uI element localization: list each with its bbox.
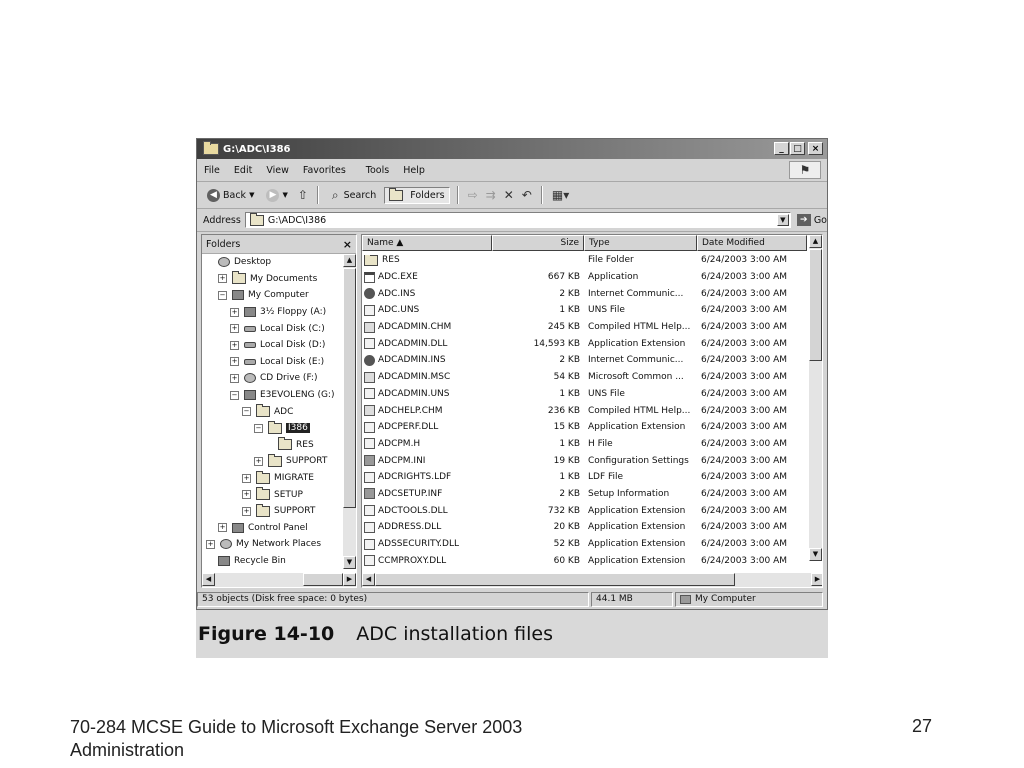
scroll-down-icon[interactable]: ▼ xyxy=(809,548,822,561)
collapse-icon[interactable]: − xyxy=(231,390,238,399)
back-button[interactable] xyxy=(203,187,258,204)
file-name-cell xyxy=(362,522,492,533)
expand-icon[interactable]: + xyxy=(219,274,226,283)
file-name-cell xyxy=(362,539,492,550)
menu-file[interactable]: File xyxy=(204,164,220,176)
tree-item-label: Local Disk (C:) xyxy=(260,323,325,334)
file-date-modified: 6/24/2003 3:00 AM xyxy=(701,405,788,416)
file-type: Microsoft Common ... xyxy=(588,372,684,383)
file-file-icon xyxy=(364,422,375,433)
app-file-icon xyxy=(364,272,375,283)
file-name-cell xyxy=(362,322,492,333)
spacer xyxy=(266,441,273,448)
file-date-modified: 6/24/2003 3:00 AM xyxy=(701,539,788,550)
file-type: Application Extension xyxy=(588,505,686,516)
column-header-date-modified[interactable]: Date Modified xyxy=(697,235,807,251)
file-file-icon xyxy=(364,338,375,349)
expand-icon[interactable]: + xyxy=(243,506,250,515)
tree-item[interactable] xyxy=(202,520,343,537)
scroll-down-icon[interactable]: ▼ xyxy=(343,556,356,569)
file-file-icon xyxy=(364,388,375,399)
column-header-name[interactable]: Name ▲ xyxy=(362,235,492,251)
file-name: ADC.INS xyxy=(378,288,416,299)
file-date-modified: 6/24/2003 3:00 AM xyxy=(701,555,788,566)
file-date-modified: 6/24/2003 3:00 AM xyxy=(701,522,788,533)
file-type: Application Extension xyxy=(588,539,686,550)
close-pane-button[interactable]: × xyxy=(342,237,352,251)
folders-pane xyxy=(201,234,357,588)
expand-icon[interactable]: + xyxy=(231,324,238,333)
scroll-track xyxy=(735,573,811,587)
file-date-modified: 6/24/2003 3:00 AM xyxy=(701,388,788,399)
file-size: 20 KB xyxy=(553,522,580,533)
expand-icon[interactable]: + xyxy=(243,490,250,499)
folder-tree xyxy=(202,254,343,569)
tree-item[interactable] xyxy=(202,271,343,288)
file-name: ADCTOOLS.DLL xyxy=(378,505,448,516)
file-date-modified: 6/24/2003 3:00 AM xyxy=(701,305,788,316)
tree-horizontal-scrollbar[interactable] xyxy=(202,573,356,587)
file-name-cell xyxy=(362,555,492,566)
file-name: ADCPM.INI xyxy=(378,455,426,466)
spacer xyxy=(206,259,213,266)
expand-icon[interactable]: + xyxy=(207,539,214,548)
tree-item-label: I386 xyxy=(288,423,308,434)
go-arrow-icon: ➔ xyxy=(797,214,811,226)
back-label: Back xyxy=(223,189,247,201)
expand-icon[interactable]: + xyxy=(231,340,238,349)
file-vertical-scrollbar[interactable] xyxy=(809,235,822,561)
file-horizontal-scrollbar[interactable] xyxy=(362,573,823,587)
file-list xyxy=(362,252,807,569)
status-size: 44.1 MB xyxy=(591,592,673,607)
tree-item-label: Local Disk (E:) xyxy=(260,356,325,367)
explorer-window xyxy=(196,138,828,610)
views-icon[interactable]: ▦▾ xyxy=(551,188,570,202)
tree-item[interactable] xyxy=(202,370,343,387)
window-title: G:\ADC\I386 xyxy=(223,143,291,155)
file-row[interactable] xyxy=(362,369,807,386)
file-row[interactable] xyxy=(362,502,807,519)
spacer xyxy=(206,557,213,564)
scroll-right-icon[interactable]: ▶ xyxy=(811,573,823,586)
menu-bar xyxy=(197,159,827,182)
tree-item[interactable] xyxy=(202,287,343,304)
file-row[interactable] xyxy=(362,335,807,352)
file-row[interactable] xyxy=(362,436,807,453)
file-type: Internet Communic... xyxy=(588,355,684,366)
file-size: 245 KB xyxy=(547,322,580,333)
file-name-cell xyxy=(362,338,492,349)
tree-vertical-scrollbar[interactable] xyxy=(343,254,356,569)
floppy-icon xyxy=(244,307,256,317)
network-icon xyxy=(220,539,232,549)
copy-to-icon[interactable]: ⇉ xyxy=(485,188,496,202)
file-name-cell xyxy=(362,372,492,383)
file-name-cell xyxy=(362,255,492,266)
menu-edit[interactable]: Edit xyxy=(233,164,253,176)
file-name: ADCADMIN.MSC xyxy=(378,372,451,383)
folders-pane-header xyxy=(202,235,356,254)
scroll-thumb[interactable] xyxy=(375,573,735,586)
file-name-cell xyxy=(362,272,492,283)
file-date-modified: 6/24/2003 3:00 AM xyxy=(701,322,788,333)
file-size: 2 KB xyxy=(559,288,580,299)
folders-pane-title: Folders xyxy=(206,238,241,250)
search-label: Search xyxy=(343,189,377,201)
file-size: 54 KB xyxy=(553,372,580,383)
scroll-up-icon[interactable]: ▲ xyxy=(809,235,822,248)
help-file-icon xyxy=(364,372,375,383)
cfg-file-icon xyxy=(364,488,375,499)
file-name-cell xyxy=(362,422,492,433)
file-name: ADCPERF.DLL xyxy=(378,422,439,433)
up-folder-icon[interactable]: ⇧ xyxy=(297,188,308,202)
menu-help[interactable]: Help xyxy=(403,164,425,176)
file-type: Application Extension xyxy=(588,522,686,533)
scroll-right-icon[interactable]: ▶ xyxy=(343,573,356,586)
tree-item-label: ADC xyxy=(274,406,294,417)
column-header-type[interactable]: Type xyxy=(584,235,697,251)
tree-item[interactable] xyxy=(202,437,343,454)
tree-item[interactable] xyxy=(202,354,343,371)
file-name-cell xyxy=(362,505,492,516)
file-file-icon xyxy=(364,472,375,483)
file-name-cell xyxy=(362,455,492,466)
address-field[interactable] xyxy=(245,212,791,228)
expand-icon[interactable]: + xyxy=(231,373,238,382)
forward-arrow-icon: ▶ xyxy=(266,189,279,202)
address-bar xyxy=(197,209,827,232)
column-headers xyxy=(362,235,807,251)
dropdown-arrow-icon: ▼ xyxy=(282,191,288,199)
tree-item-label: Recycle Bin xyxy=(234,555,286,566)
file-name-cell xyxy=(362,405,492,416)
scroll-up-icon[interactable]: ▲ xyxy=(343,254,356,267)
file-name: ADCSETUP.INF xyxy=(378,488,443,499)
computer-icon xyxy=(232,290,244,300)
expand-icon[interactable]: + xyxy=(231,357,238,366)
file-date-modified: 6/24/2003 3:00 AM xyxy=(701,505,788,516)
file-name: ADCADMIN.UNS xyxy=(378,388,450,399)
folder-icon xyxy=(364,255,378,266)
file-row[interactable] xyxy=(362,302,807,319)
collapse-icon[interactable]: − xyxy=(243,407,250,416)
tree-item[interactable] xyxy=(202,420,343,437)
file-date-modified: 6/24/2003 3:00 AM xyxy=(701,488,788,499)
file-row[interactable] xyxy=(362,519,807,536)
folder-icon xyxy=(389,190,403,201)
file-name: ADCADMIN.CHM xyxy=(378,322,452,333)
forward-button[interactable] xyxy=(262,187,291,204)
figure-caption xyxy=(196,610,828,658)
file-name: ADCRIGHTS.LDF xyxy=(378,472,452,483)
file-row[interactable] xyxy=(362,419,807,436)
expand-icon[interactable]: + xyxy=(243,473,250,482)
file-file-icon xyxy=(364,555,375,566)
slide-page-number: 27 xyxy=(912,716,933,736)
file-type: UNS File xyxy=(588,305,625,316)
file-name: ADDRESS.DLL xyxy=(378,522,442,533)
file-size: 52 KB xyxy=(553,539,580,550)
slide-footer xyxy=(70,716,670,762)
file-date-modified: 6/24/2003 3:00 AM xyxy=(701,355,788,366)
tree-item[interactable] xyxy=(202,304,343,321)
scroll-left-icon[interactable]: ◀ xyxy=(202,573,215,586)
scroll-left-icon[interactable]: ◀ xyxy=(362,573,375,586)
file-size: 1 KB xyxy=(559,438,580,449)
tree-item[interactable] xyxy=(202,337,343,354)
file-row[interactable] xyxy=(362,536,807,553)
computer-icon xyxy=(680,595,691,604)
desktop-icon xyxy=(218,257,230,267)
tree-item-label: CD Drive (F:) xyxy=(260,373,318,384)
file-name: ADCADMIN.DLL xyxy=(378,338,448,349)
file-type: Application Extension xyxy=(588,422,686,433)
toolbar-separator xyxy=(317,186,319,204)
file-type: File Folder xyxy=(588,255,634,266)
file-type: H File xyxy=(588,438,613,449)
file-name-cell xyxy=(362,305,492,316)
toolbar-separator xyxy=(457,186,459,204)
file-row[interactable] xyxy=(362,285,807,302)
scroll-thumb[interactable] xyxy=(809,249,822,361)
file-date-modified: 6/24/2003 3:00 AM xyxy=(701,338,788,349)
status-object-count: 53 objects (Disk free space: 0 bytes) xyxy=(197,592,589,607)
file-name: RES xyxy=(382,255,400,266)
file-type: Compiled HTML Help... xyxy=(588,405,691,416)
tree-item[interactable] xyxy=(202,503,343,520)
tree-item-label: SUPPORT xyxy=(274,506,316,517)
toolbar-separator xyxy=(541,186,543,204)
address-dropdown-icon[interactable]: ▼ xyxy=(777,214,789,226)
file-row[interactable] xyxy=(362,486,807,503)
tree-item[interactable] xyxy=(202,536,343,553)
title-bar[interactable] xyxy=(197,139,827,159)
expand-icon[interactable]: + xyxy=(255,456,262,465)
close-button[interactable]: × xyxy=(808,142,823,155)
file-row[interactable] xyxy=(362,269,807,286)
tree-item-label: My Network Places xyxy=(236,539,322,550)
file-size: 2 KB xyxy=(559,488,580,499)
file-name: ADC.EXE xyxy=(378,272,418,283)
file-date-modified: 6/24/2003 3:00 AM xyxy=(701,472,788,483)
column-header-size[interactable]: Size xyxy=(492,235,584,251)
search-button[interactable] xyxy=(326,186,380,205)
folder-icon xyxy=(203,143,219,155)
file-date-modified: 6/24/2003 3:00 AM xyxy=(701,288,788,299)
tree-item[interactable] xyxy=(202,486,343,503)
folder-icon xyxy=(232,273,246,284)
drive-icon xyxy=(244,326,256,332)
folder-icon xyxy=(256,406,270,417)
ins-file-icon xyxy=(364,355,375,366)
back-arrow-icon: ◀ xyxy=(207,189,220,202)
collapse-icon[interactable]: − xyxy=(219,290,226,299)
tree-item[interactable] xyxy=(202,387,343,404)
file-row[interactable] xyxy=(362,452,807,469)
file-row[interactable] xyxy=(362,252,807,269)
file-size: 2 KB xyxy=(559,355,580,366)
help-file-icon xyxy=(364,322,375,333)
file-date-modified: 6/24/2003 3:00 AM xyxy=(701,422,788,433)
file-file-icon xyxy=(364,505,375,516)
file-row[interactable] xyxy=(362,386,807,403)
tree-item-label: SETUP xyxy=(274,489,303,500)
file-row[interactable] xyxy=(362,402,807,419)
status-location-label: My Computer xyxy=(695,593,756,604)
file-type: Setup Information xyxy=(588,488,670,499)
footer-line-2: Administration xyxy=(70,740,185,760)
file-date-modified: 6/24/2003 3:00 AM xyxy=(701,272,788,283)
file-file-icon xyxy=(364,522,375,533)
file-name-cell xyxy=(362,355,492,366)
menu-view[interactable]: View xyxy=(266,164,289,176)
scroll-track xyxy=(215,573,303,587)
file-type: Application xyxy=(588,272,639,283)
file-list-pane xyxy=(361,234,823,588)
window-controls xyxy=(774,142,823,155)
menu-favorites[interactable]: Favorites xyxy=(302,164,346,176)
undo-icon[interactable]: ↶ xyxy=(521,188,532,202)
folder-icon xyxy=(278,439,292,450)
control-panel-icon xyxy=(232,523,244,533)
tree-item-label: Desktop xyxy=(234,257,272,268)
tree-item-label: MIGRATE xyxy=(274,473,314,484)
cfg-file-icon xyxy=(364,455,375,466)
tree-item-label: My Computer xyxy=(248,290,309,301)
file-type: Compiled HTML Help... xyxy=(588,322,691,333)
file-name-cell xyxy=(362,472,492,483)
tree-item[interactable] xyxy=(202,320,343,337)
tree-item-label: SUPPORT xyxy=(286,456,328,467)
folders-label: Folders xyxy=(410,189,445,201)
file-row[interactable] xyxy=(362,352,807,369)
file-type: Configuration Settings xyxy=(588,455,689,466)
help-file-icon xyxy=(364,405,375,416)
folder-icon xyxy=(268,423,282,434)
file-file-icon xyxy=(364,305,375,316)
expand-icon[interactable]: + xyxy=(231,307,238,316)
minimize-button[interactable]: _ xyxy=(774,142,789,155)
file-size: 60 KB xyxy=(553,555,580,566)
file-row[interactable] xyxy=(362,552,807,569)
tree-item[interactable] xyxy=(202,403,343,420)
file-size: 15 KB xyxy=(553,422,580,433)
file-name: ADSSECURITY.DLL xyxy=(378,539,459,550)
scroll-thumb[interactable] xyxy=(343,268,356,508)
file-name-cell xyxy=(362,488,492,499)
file-name: ADCPM.H xyxy=(378,438,421,449)
file-name: CCMPROXY.DLL xyxy=(378,555,447,566)
status-location xyxy=(675,592,823,607)
file-date-modified: 6/24/2003 3:00 AM xyxy=(701,372,788,383)
file-file-icon xyxy=(364,438,375,449)
tree-item-label: RES xyxy=(296,439,314,450)
figure-number: Figure 14-10 xyxy=(198,623,335,645)
file-name: ADC.UNS xyxy=(378,305,420,316)
move-to-icon[interactable]: ⇨ xyxy=(467,188,478,202)
file-size: 667 KB xyxy=(547,272,580,283)
file-file-icon xyxy=(364,539,375,550)
drive-icon xyxy=(244,359,256,365)
file-size: 236 KB xyxy=(547,405,580,416)
file-size: 1 KB xyxy=(559,305,580,316)
folder-icon xyxy=(256,506,270,517)
tree-item-label: Local Disk (D:) xyxy=(260,340,326,351)
file-date-modified: 6/24/2003 3:00 AM xyxy=(701,255,788,266)
recycle-bin-icon xyxy=(218,556,230,566)
disc-icon xyxy=(244,390,256,400)
standard-toolbar xyxy=(197,182,827,209)
drive-icon xyxy=(244,342,256,348)
collapse-icon[interactable]: − xyxy=(255,423,262,432)
file-size: 14,593 KB xyxy=(533,338,580,349)
folder-icon xyxy=(256,473,270,484)
file-type: UNS File xyxy=(588,388,625,399)
go-button[interactable] xyxy=(797,214,827,226)
file-size: 1 KB xyxy=(559,388,580,399)
address-label: Address xyxy=(203,214,241,226)
delete-icon[interactable]: ✕ xyxy=(503,188,514,202)
file-name: ADCADMIN.INS xyxy=(378,355,446,366)
tree-item-label: Control Panel xyxy=(248,522,308,533)
tree-item-label: 3½ Floppy (A:) xyxy=(260,307,327,318)
file-size: 19 KB xyxy=(553,455,580,466)
footer-line-1: 70-284 MCSE Guide to Microsoft Exchange Server 2003 xyxy=(70,717,523,737)
file-name-cell xyxy=(362,288,492,299)
tree-item[interactable] xyxy=(202,254,343,271)
folders-button[interactable] xyxy=(384,187,449,204)
go-label: Go xyxy=(813,214,827,226)
search-icon: ⌕ xyxy=(331,187,339,202)
scroll-thumb[interactable] xyxy=(303,573,343,586)
folder-icon xyxy=(268,456,282,467)
windows-logo-icon: ⚑ xyxy=(789,161,821,179)
tree-item-label: E3EVOLENG (G:) xyxy=(260,390,335,401)
folder-icon xyxy=(256,489,270,500)
menu-tools[interactable]: Tools xyxy=(365,164,390,176)
file-size: 1 KB xyxy=(559,472,580,483)
file-row[interactable] xyxy=(362,319,807,336)
folder-icon xyxy=(250,215,264,226)
dropdown-arrow-icon: ▼ xyxy=(249,191,255,199)
status-bar xyxy=(197,589,827,609)
file-type: Internet Communic... xyxy=(588,288,684,299)
file-name-cell xyxy=(362,438,492,449)
ins-file-icon xyxy=(364,288,375,299)
maximize-button[interactable]: □ xyxy=(790,142,805,155)
file-type: LDF File xyxy=(588,472,624,483)
tree-item[interactable] xyxy=(202,553,343,569)
file-date-modified: 6/24/2003 3:00 AM xyxy=(701,455,788,466)
file-type: Application Extension xyxy=(588,555,686,566)
expand-icon[interactable]: + xyxy=(219,523,226,532)
tree-item[interactable] xyxy=(202,453,343,470)
file-size: 732 KB xyxy=(547,505,580,516)
file-name-cell xyxy=(362,388,492,399)
file-type: Application Extension xyxy=(588,338,686,349)
file-date-modified: 6/24/2003 3:00 AM xyxy=(701,438,788,449)
address-value: G:\ADC\I386 xyxy=(267,214,327,226)
file-name: ADCHELP.CHM xyxy=(378,405,443,416)
cd-drive-icon xyxy=(244,373,256,383)
tree-item[interactable] xyxy=(202,470,343,487)
tree-item-label: My Documents xyxy=(250,273,318,284)
file-row[interactable] xyxy=(362,469,807,486)
figure-caption-text: ADC installation files xyxy=(356,623,553,645)
